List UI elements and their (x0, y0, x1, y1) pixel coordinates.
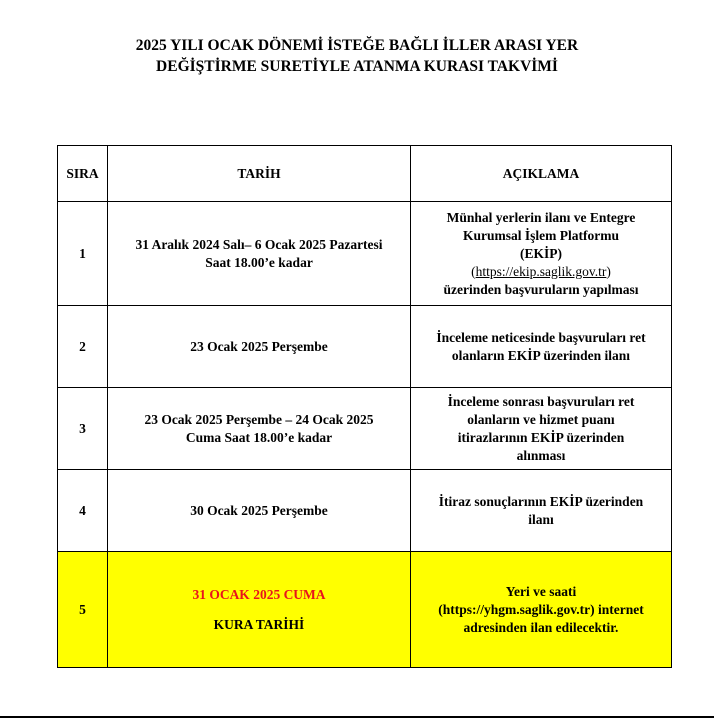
header-sira: SIRA (58, 146, 108, 202)
aciklama-line: İnceleme sonrası başvuruları ret (447, 393, 635, 409)
aciklama-line: itirazlarının EKİP üzerinden (457, 429, 625, 445)
cell-sira: 3 (58, 388, 108, 470)
aciklama-line: İnceleme neticesinde başvuruları ret (436, 329, 646, 345)
aciklama-line: alınması (516, 447, 566, 463)
title-line-2: DEĞİŞTİRME SURETİYLE ATANMA KURASI TAKVİMİ (156, 58, 558, 75)
cell-aciklama (411, 552, 672, 668)
aciklama-line: olanların EKİP üzerinden ilanı (451, 347, 631, 363)
table-row (58, 306, 672, 388)
tarih-line: Cuma Saat 18.00’e kadar (185, 429, 333, 445)
tarih-line: 23 Ocak 2025 Perşembe – 24 Ocak 2025 (144, 411, 374, 427)
cell-aciklama (411, 202, 672, 306)
aciklama-line: Münhal yerlerin ilanı ve Entegre (446, 209, 636, 225)
header-aciklama: AÇIKLAMA (411, 146, 672, 202)
schedule-table (57, 145, 672, 668)
table-row-highlighted (58, 552, 672, 668)
table-row (58, 470, 672, 552)
cell-tarih: 23 Ocak 2025 Perşembe (108, 306, 411, 388)
link-close-paren: ) (606, 263, 611, 279)
aciklama-line: üzerinden başvuruların yapılması (443, 281, 639, 297)
cell-aciklama (411, 306, 672, 388)
cell-tarih (108, 388, 411, 470)
tarih-line: Saat 18.00’e kadar (205, 254, 313, 270)
cell-aciklama (411, 470, 672, 552)
cell-aciklama (411, 388, 672, 470)
cell-tarih (108, 552, 411, 668)
cell-tarih (108, 202, 411, 306)
aciklama-line: Yeri ve saati (505, 583, 577, 599)
aciklama-line: olanların ve hizmet puanı (467, 411, 615, 427)
cell-sira: 4 (58, 470, 108, 552)
aciklama-line: İtiraz sonuçlarının EKİP üzerinden (438, 493, 644, 509)
aciklama-line: ilanı (528, 511, 554, 527)
cell-sira: 2 (58, 306, 108, 388)
aciklama-line: adresinden ilan edilecektir. (463, 619, 619, 635)
table-header-row (58, 146, 672, 202)
table-row (58, 388, 672, 470)
link-open-paren: ( (471, 263, 476, 279)
cell-tarih: 30 Ocak 2025 Perşembe (108, 470, 411, 552)
cell-sira: 1 (58, 202, 108, 306)
kura-label: KURA TARİHİ (213, 616, 305, 632)
page-divider (0, 716, 714, 718)
title-line-1: 2025 YILI OCAK DÖNEMİ İSTEĞE BAĞLI İLLER ARASI YER (135, 37, 579, 54)
cell-sira: 5 (58, 552, 108, 668)
aciklama-line: Kurumsal İşlem Platformu (463, 227, 619, 243)
kura-date: 31 OCAK 2025 CUMA (192, 586, 326, 602)
table-row (58, 202, 672, 306)
aciklama-link-line (415, 263, 667, 281)
ekip-link[interactable]: https://ekip.saglik.gov.tr (475, 263, 607, 279)
aciklama-line: (https://yhgm.saglik.gov.tr) internet (438, 601, 644, 617)
tarih-line: 31 Aralık 2024 Salı– 6 Ocak 2025 Pazartesi (135, 236, 383, 252)
aciklama-line: (EKİP) (520, 245, 562, 261)
document-title (0, 35, 714, 77)
header-tarih: TARİH (108, 146, 411, 202)
